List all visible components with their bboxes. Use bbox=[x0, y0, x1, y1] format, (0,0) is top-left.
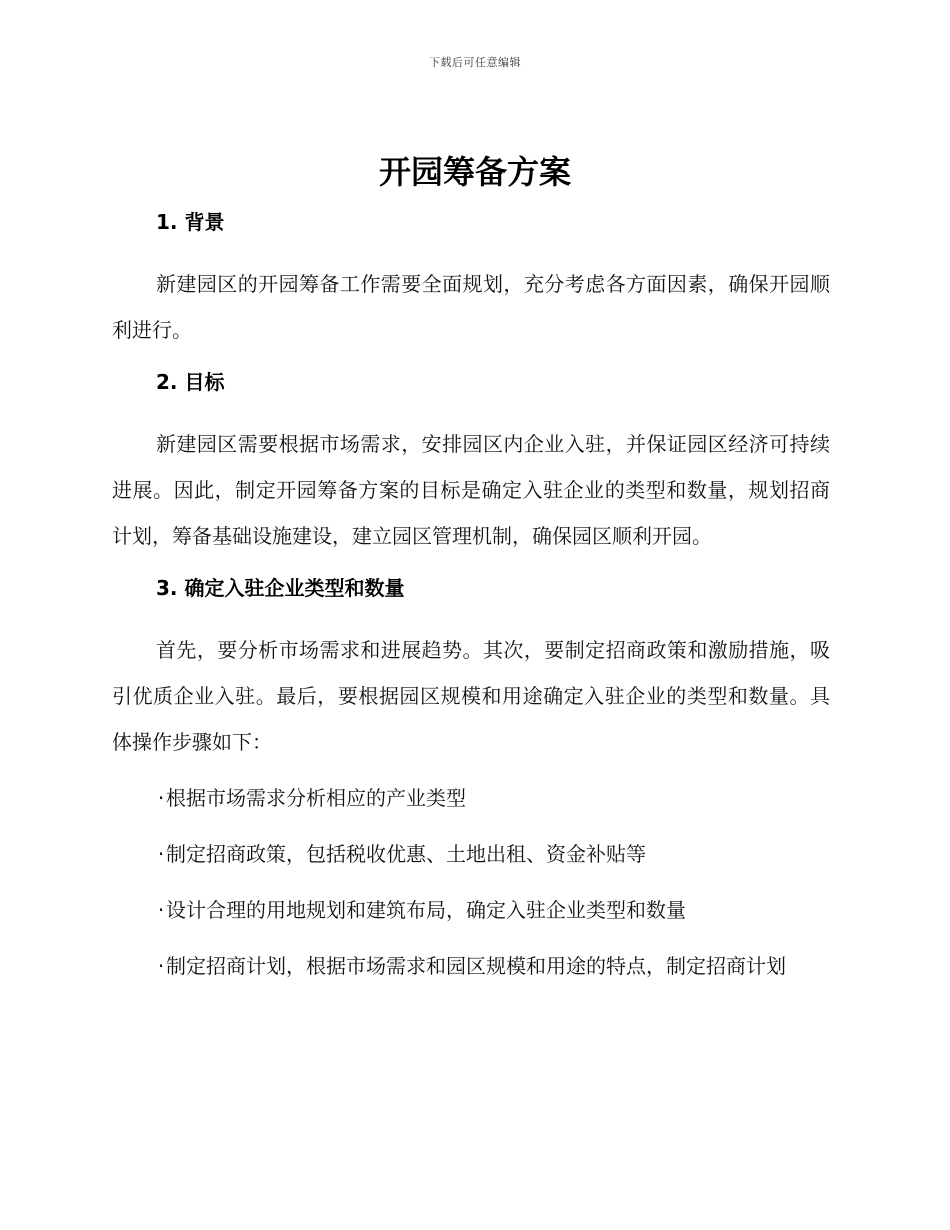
bullet-dot-icon: · bbox=[157, 954, 165, 978]
list-item: ·根据市场需求分析相应的产业类型 bbox=[112, 775, 830, 821]
section-heading-background: 1. 背景 bbox=[156, 210, 225, 234]
document-body bbox=[112, 205, 830, 989]
bullet-dot-icon: · bbox=[157, 786, 165, 810]
document-title: 开园筹备方案 bbox=[378, 153, 571, 191]
section-heading-enterprise-types: 3. 确定入驻企业类型和数量 bbox=[156, 576, 405, 600]
section-heading-goal: 2. 目标 bbox=[156, 370, 225, 394]
list-item: ·设计合理的用地规划和建筑布局，确定入驻企业类型和数量 bbox=[112, 887, 830, 933]
list-item: ·制定招商计划，根据市场需求和园区规模和用途的特点，制定招商计划 bbox=[112, 943, 830, 989]
bullet-dot-icon: · bbox=[157, 842, 165, 866]
bullet-dot-icon: · bbox=[157, 898, 165, 922]
paragraph-background: 新建园区的开园筹备工作需要全面规划，充分考虑各方面因素，确保开园顺利进行。 bbox=[112, 272, 830, 342]
paragraph-enterprise-types: 首先，要分析市场需求和进展趋势。其次，要制定招商政策和激励措施，吸引优质企业入驻。最后，要根据园区规模和用途确定入驻企业的类型和数量。具体操作步骤如下： bbox=[112, 638, 830, 754]
page-header-note: 下载后可任意编辑 bbox=[429, 56, 521, 69]
list-item: ·制定招商政策，包括税收优惠、土地出租、资金补贴等 bbox=[112, 831, 830, 877]
paragraph-goal: 新建园区需要根据市场需求，安排园区内企业入驻，并保证园区经济可持续进展。因此，制定开园筹备方案的目标是确定入驻企业的类型和数量，规划招商计划，筹备基础设施建设，建立园区管理机制，确保园区顺利开园。 bbox=[112, 432, 830, 548]
